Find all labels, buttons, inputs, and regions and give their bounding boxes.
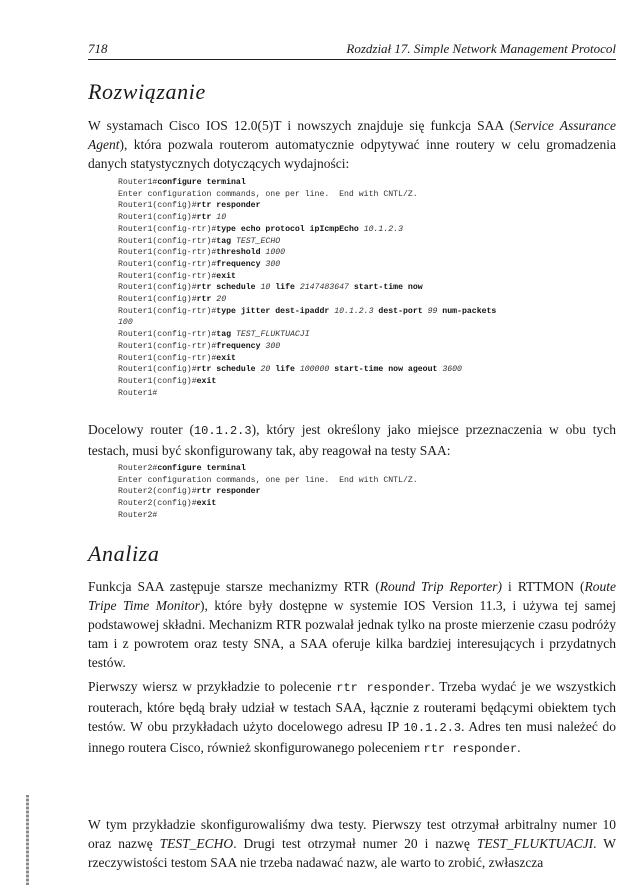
heading-analiza: Analiza <box>88 541 160 566</box>
code-line <box>118 224 616 236</box>
code-line <box>118 282 616 294</box>
p1-text-e: ), które były dostępne w systemie IOS Version 11.3, i używa tej samej podstawowej składni. Mechanizm RTR pozwalał jednak tylko na proste mierzenie czasu podróży tam i z powrotem oraz testy SNA, a SAA oferuje kilka bardziej interesujących i przydatnych testów. <box>88 598 617 670</box>
code-cmd: rtr schedule <box>196 283 261 293</box>
code-cmd: rtr responder <box>196 487 261 497</box>
para2-text-2: ), który jest określony jako miejsce przeznaczenia w obu tych testach, musi być skonfigurowany tak, aby reagował na testy SAA: <box>88 422 616 458</box>
code-prompt: Router1(config-rtr)# <box>118 271 217 281</box>
code-prompt: Router1(config-rtr)# <box>118 224 217 234</box>
p3-text-a: W tym przykładzie skonfigurowaliśmy dwa testy. Pierwszy test otrzymał arbitralny numer 10 oraz nazwę <box>88 817 616 851</box>
p2-text-e: . Adres ten musi należeć do innego routera Cisco, również skonfigurowanego poleceniem <box>88 719 616 755</box>
para2-text-1: Docelowy router ( <box>88 422 194 437</box>
code-arg: TEST_ECHO <box>235 236 281 246</box>
p2-text-g: . <box>517 740 521 755</box>
code-prompt: Router1(config-rtr)# <box>118 248 217 258</box>
code-arg: 20 <box>216 295 227 305</box>
code-line <box>118 329 616 341</box>
code-block-router1 <box>118 177 616 399</box>
code-cmd2: life <box>270 365 300 375</box>
intro-text-2: ), która pozwala routerom automatycznie odpytywać inne routery w celu gromadzenia danych statystycznych dotyczących wydajności: <box>88 137 616 171</box>
code-cmd: threshold <box>216 248 266 258</box>
code-prompt: Router2(config)# <box>118 487 197 497</box>
code-prompt: Router1# <box>118 178 158 187</box>
code-cmd: exit <box>196 376 217 386</box>
intro-text-1: W systamach Cisco IOS 12.0(5)T i nowszych znajduje się funkcja SAA ( <box>88 118 515 133</box>
code-cmd3: start-time now ageout <box>329 365 443 375</box>
intro-paragraph <box>88 116 616 173</box>
paragraph-target-router <box>88 420 616 460</box>
p3-text-e: . W rzeczywistości testom SAA nie trzeba nadawać nazw, ale warto to zrobić, zwłaszcza <box>88 836 616 870</box>
code-prompt: Router1# <box>118 388 158 398</box>
code-cmd: rtr responder <box>196 201 261 211</box>
code-arg: 10.1.2.3 <box>334 306 374 316</box>
heading-rozwiazanie: Rozwiązanie <box>88 79 206 104</box>
p3-text-c: . Drugi test otrzymał numer 20 i nazwę <box>233 836 477 851</box>
code-line <box>118 510 616 522</box>
header-rule <box>88 59 616 60</box>
code-cmd: exit <box>196 499 217 509</box>
paragraph-saa-rtr <box>88 577 616 672</box>
code-prompt: Router1(config-rtr)# <box>118 330 217 340</box>
code-prompt: Router1(config-rtr)# <box>118 341 217 351</box>
code-arg: 10 <box>260 283 271 293</box>
code-line <box>118 271 616 283</box>
code-cmd: type jitter dest-ipaddr <box>216 306 335 316</box>
code-cmd: type echo protocol ipIcmpEcho <box>216 224 364 234</box>
paragraph-rtr-responder <box>88 677 616 759</box>
code-prompt: Router1(config)# <box>118 365 197 375</box>
code-prompt: Router1(config)# <box>118 213 197 223</box>
code-cmd3: num-packets <box>437 306 497 316</box>
p1-italic-b: Round Trip Reporter) <box>379 579 503 594</box>
code-prompt: Router1(config-rtr)# <box>118 236 217 246</box>
code-cmd: rtr <box>196 295 217 305</box>
intro-italic: Service Assurance Agent <box>88 118 616 152</box>
code-prompt: Router1(config)# <box>118 376 197 386</box>
code-arg: 100 <box>118 318 133 328</box>
code-line <box>118 212 616 224</box>
code-line <box>118 341 616 353</box>
code-cmd: rtr <box>196 213 217 223</box>
paragraph-two-tests <box>88 815 616 872</box>
code-line <box>118 388 616 400</box>
p1-text-c: i RTTMON ( <box>502 579 585 594</box>
code-line <box>118 247 616 259</box>
code-line <box>118 475 616 487</box>
code-arg: 1000 <box>265 248 286 258</box>
p2-text-a: Pierwszy wiersz w przykładzie to polecenie <box>88 679 337 694</box>
code-arg: 300 <box>265 259 281 269</box>
code-cmd: rtr schedule <box>196 365 261 375</box>
code-prompt: Router1(config-rtr)# <box>118 353 217 363</box>
para2-mono: 10.1.2.3 <box>193 424 252 438</box>
code-block-router2 <box>118 463 616 522</box>
code-prompt: Router1(config-rtr)# <box>118 306 217 316</box>
p2-text-c: . Trzeba wydać je we wszystkich routerach, które będą brały udział w testach SAA, łącznie z routerami będącymi obiektem tych testów. W obu przykładach użyto docelowego adresu IP <box>88 679 616 734</box>
code-cmd2: dest-port <box>373 306 428 316</box>
code-prompt: Router2# <box>118 510 158 520</box>
p1-italic-d: Route Tripe Time Monitor <box>88 579 617 613</box>
code-cmd2: life <box>270 283 300 293</box>
code-prompt: Router2(config)# <box>118 499 197 509</box>
p3-italic-d: TEST_FLUKTUACJI <box>476 836 594 851</box>
code-line <box>118 317 616 329</box>
code-cmd: exit <box>216 353 236 363</box>
p2-mono-d: 10.1.2.3 <box>403 721 462 735</box>
code-arg: 10.1.2.3 <box>363 224 403 234</box>
page-number: 718 <box>88 41 108 56</box>
code-prompt: Router1(config)# <box>118 283 197 293</box>
code-line <box>118 294 616 306</box>
code-arg: 20 <box>260 365 271 375</box>
p2-mono-f: rtr responder <box>423 742 518 756</box>
code-arg2: 2147483647 <box>299 283 349 293</box>
code-prompt: Enter configuration commands, one per line. End with CNTL/Z. <box>118 189 418 199</box>
code-arg: TEST_FLUKTUACJI <box>235 330 310 340</box>
code-cmd: configure terminal <box>157 464 246 473</box>
code-prompt: Router1(config-rtr)# <box>118 259 217 269</box>
code-arg3: 3600 <box>442 365 462 375</box>
code-line <box>118 189 616 201</box>
code-cmd: exit <box>216 271 236 281</box>
code-prompt: Router2# <box>118 464 158 473</box>
code-cmd: frequency <box>216 259 266 269</box>
code-line <box>118 463 616 475</box>
code-line <box>118 486 616 498</box>
code-cmd3: start-time now <box>348 283 423 293</box>
code-cmd: configure terminal <box>157 178 246 187</box>
p3-italic-b: TEST_ECHO <box>159 836 234 851</box>
code-line <box>118 353 616 365</box>
code-line <box>118 236 616 248</box>
p2-mono-b: rtr responder <box>336 681 432 695</box>
chapter-title: Rozdział 17. Simple Network Management Protocol <box>346 41 616 56</box>
p1-text-a: Funkcja SAA zastępuje starsze mechanizmy RTR ( <box>88 579 380 594</box>
code-line <box>118 498 616 510</box>
code-cmd: tag <box>216 236 236 246</box>
code-arg: 300 <box>265 341 281 351</box>
code-prompt: Enter configuration commands, one per line. End with CNTL/Z. <box>118 475 418 485</box>
code-prompt: Router1(config)# <box>118 295 197 305</box>
code-line <box>118 259 616 271</box>
code-line <box>118 200 616 212</box>
code-cmd: frequency <box>216 341 266 351</box>
code-arg2: 100000 <box>299 365 330 375</box>
code-arg2: 99 <box>427 306 438 316</box>
scan-margin-mark <box>26 795 29 885</box>
running-header <box>88 41 628 59</box>
code-cmd: tag <box>216 330 236 340</box>
code-line <box>118 364 616 376</box>
code-prompt: Router1(config)# <box>118 201 197 211</box>
code-line <box>118 177 616 189</box>
code-line <box>118 306 616 318</box>
code-line <box>118 376 616 388</box>
code-arg: 10 <box>216 213 227 223</box>
